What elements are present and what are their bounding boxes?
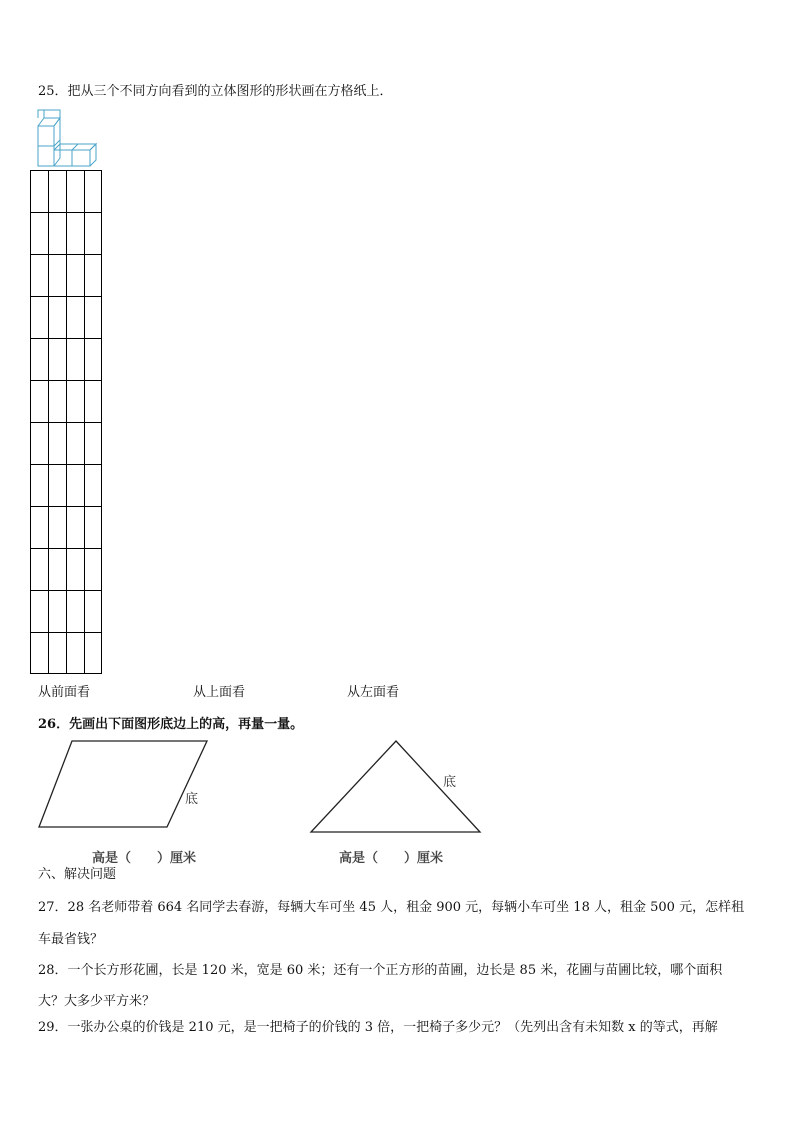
view-label-top: 从上面看 [193,685,246,700]
grid-paper[interactable] [30,170,102,674]
section-6-title: 六、解决问题 [38,867,117,882]
question-29-line-1: 29．一张办公桌的价钱是 210 元，是一把椅子的价钱的 3 倍，一把椅子多少元？（先列出含有未知数 x 的等式，再解 [38,1020,718,1035]
parallelogram-height-answer: 高是（ ）厘米 [92,851,197,866]
triangle-height-answer: 高是（ ）厘米 [339,851,444,866]
question-25-text: 25．把从三个不同方向看到的立体图形的形状画在方格纸上． [38,84,393,99]
question-28-line-1: 28．一个长方形花圃，长是 120 米，宽是 60 米；还有一个正方形的苗圃，边长是 85 米，花圃与苗圃比较，哪个面积 [38,963,723,978]
question-27-line-2: 车最省钱？ [38,932,104,947]
parallelogram-base-label: 底 [185,792,199,807]
view-label-left: 从左面看 [347,685,400,700]
question-27-line-1: 27．28 名老师带着 664 名同学去春游，每辆大车可坐 45 人，租金 900 元，每辆小车可坐 18 人，租金 500 元，怎样租 [38,900,745,915]
view-label-front: 从前面看 [38,685,91,700]
question-26-text: 26．先画出下面图形底边上的高，再量一量。 [38,717,304,732]
parallelogram-shape [39,741,207,827]
question-28-line-2: 大？大多少平方米？ [38,994,156,1009]
triangle-base-label: 底 [443,775,457,790]
